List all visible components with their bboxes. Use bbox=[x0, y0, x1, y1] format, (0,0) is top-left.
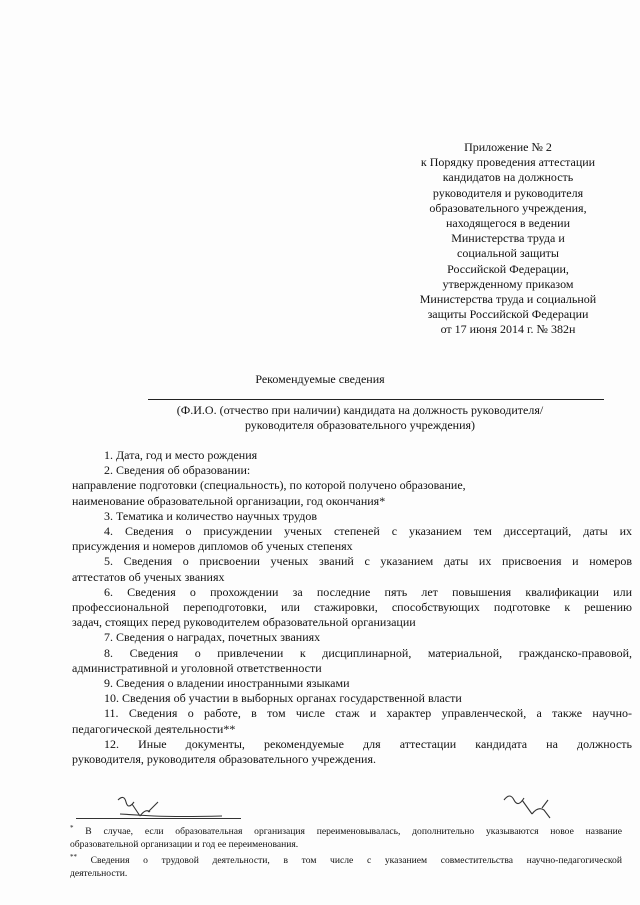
appendix-line: утвержденному приказом bbox=[442, 276, 574, 291]
appendix-line: находящегося в ведении bbox=[445, 216, 571, 231]
list-item-continuation: присуждения и номеров дипломов об ученых степенях bbox=[72, 539, 353, 554]
list-item: 6. Сведения о прохождении за последние пять лет повышения квалификации или bbox=[104, 584, 632, 599]
name-caption-line: (Ф.И.О. (отчество при наличии) кандидата на должность руководителя/ bbox=[176, 403, 544, 417]
list-item: 4. Сведения о присуждении ученых степеней с указанием тем диссертаций, даты их bbox=[104, 524, 632, 539]
info-list bbox=[72, 448, 632, 767]
appendix-line: защиты Российской Федерации bbox=[427, 307, 589, 322]
list-item: 2. Сведения об образовании: bbox=[104, 463, 251, 478]
name-caption bbox=[100, 403, 620, 433]
list-item-continuation: направление подготовки (специальность), по которой получено образование, bbox=[72, 478, 466, 493]
appendix-header bbox=[393, 140, 623, 338]
appendix-line: образовательного учреждения, bbox=[429, 200, 587, 215]
appendix-line: кандидатов на должность bbox=[442, 170, 574, 185]
footnote-mark: ** bbox=[70, 853, 77, 862]
footnote-1-continuation: образовательной организации и год ее переименования. bbox=[70, 838, 299, 850]
appendix-line: социальной защиты bbox=[457, 246, 559, 261]
name-caption-line: руководителя образовательного учреждения) bbox=[244, 418, 476, 432]
list-item-continuation: руководителя, руководителя образовательного учреждения. bbox=[72, 752, 376, 767]
signature-mark-right bbox=[498, 788, 568, 824]
appendix-line: Министерства труда и социальной bbox=[419, 292, 597, 307]
list-item: 3. Тематика и количество научных трудов bbox=[104, 508, 317, 523]
footnote-text: В случае, если образовательная организация переименовывалась, дополнительно указываются новое название bbox=[85, 826, 622, 838]
name-underline bbox=[148, 399, 604, 400]
footnote-1 bbox=[70, 822, 622, 839]
list-item: 10. Сведения об участии в выборных органах государственной власти bbox=[104, 691, 462, 706]
list-item: 9. Сведения о владении иностранными языками bbox=[104, 676, 350, 691]
appendix-line: от 17 июня 2014 г. № 382н bbox=[440, 322, 576, 337]
footnotes bbox=[70, 822, 622, 880]
list-item-continuation: административной и уголовной ответственности bbox=[72, 660, 322, 675]
list-item-continuation: аттестатов об ученых званиях bbox=[72, 569, 225, 584]
appendix-line: руководителя и руководителя bbox=[432, 185, 584, 200]
list-item: 1. Дата, год и место рождения bbox=[104, 448, 258, 462]
footnote-2-continuation: деятельности. bbox=[70, 867, 128, 879]
appendix-line: Министерства труда и bbox=[451, 231, 565, 246]
list-item-continuation: профессиональной переподготовки, или стажировки, способствующих подготовке к решению bbox=[72, 600, 632, 615]
list-item-continuation: задач, стоящих перед руководителем образовательной организации bbox=[72, 615, 416, 630]
list-item-continuation: наименование образовательной организации, год окончания* bbox=[72, 493, 386, 508]
appendix-line: Приложение № 2 bbox=[464, 140, 552, 154]
list-item: 12. Иные документы, рекомендуемые для аттестации кандидата на должность bbox=[104, 736, 632, 751]
appendix-line: к Порядку проведения аттестации bbox=[420, 155, 596, 170]
list-item: 8. Сведения о привлечении к дисциплинарной, материальной, гражданско-правовой, bbox=[104, 645, 632, 660]
list-item: 11. Сведения о работе, в том числе стаж и характер управленческой, а также научно- bbox=[104, 706, 632, 721]
list-item-continuation: педагогической деятельности** bbox=[72, 721, 236, 736]
footnote-separator bbox=[76, 818, 241, 819]
footnote-mark: * bbox=[70, 824, 74, 832]
document-title: Рекомендуемые сведения bbox=[255, 372, 385, 386]
list-item: 7. Сведения о наградах, почетных званиях bbox=[104, 630, 321, 645]
list-item: 5. Сведения о присвоении ученых званий с указанием даты их присвоения и номеров bbox=[104, 554, 632, 569]
footnote-2 bbox=[70, 851, 622, 868]
appendix-line: Российской Федерации, bbox=[447, 261, 569, 276]
footnote-text: Сведения о трудовой деятельности, в том числе с указанием совместительства научно-педагогической bbox=[90, 855, 622, 867]
